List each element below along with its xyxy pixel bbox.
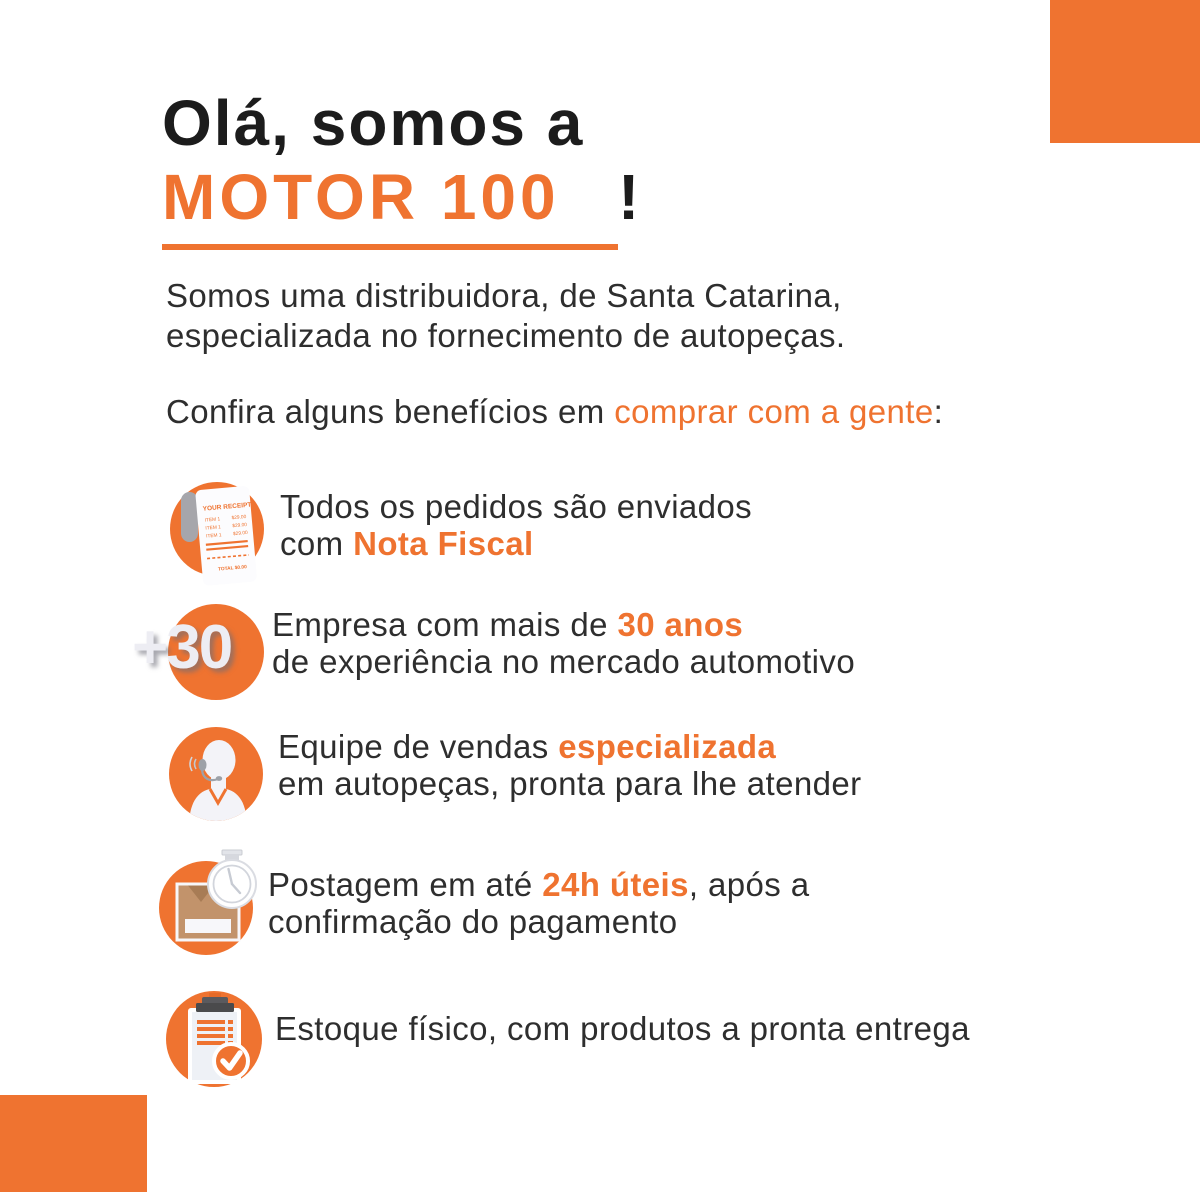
svg-text:$29.00: $29.00 <box>231 515 247 522</box>
benefit-text-postagem: Postagem em até 24h úteis, após a confirmação do pagamento <box>268 866 810 940</box>
intro-paragraph <box>166 276 845 356</box>
intro-line-1: Somos uma distribuidora, de Santa Catarina, <box>166 277 842 314</box>
intro-line-2: especializada no fornecimento de autopeças. <box>166 317 846 354</box>
benefit-text-estoque: Estoque físico, com produtos a pronta entrega <box>275 1010 970 1047</box>
cta-suffix: : <box>933 393 944 430</box>
svg-text:ITEM 1: ITEM 1 <box>205 533 222 540</box>
svg-text:ITEM 1: ITEM 1 <box>205 525 222 532</box>
greeting-line: Olá, somos a <box>162 87 585 159</box>
package-stopwatch-icon <box>152 842 264 960</box>
benefit-text-equipe: Equipe de vendas especializada em autopeças, pronta para lhe atender <box>278 728 862 802</box>
brand-line <box>162 160 641 250</box>
plus-30-badge <box>132 604 264 700</box>
svg-text:TOTAL $0.00: TOTAL $0.00 <box>217 565 248 573</box>
exclamation-mark: ! <box>618 161 642 233</box>
page-title <box>162 86 641 250</box>
svg-text:$29.00: $29.00 <box>232 522 248 530</box>
svg-text:$29.00: $29.00 <box>232 530 248 538</box>
corner-accent-bottom-left <box>0 1095 147 1192</box>
receipt-icon <box>166 476 268 594</box>
benefit-text-nota-fiscal: Todos os pedidos são enviados com Nota Fiscal <box>280 488 753 562</box>
cta-line <box>166 392 943 432</box>
plus-30-text: +30 <box>132 613 232 682</box>
svg-text:YOUR RECEIPT: YOUR RECEIPT <box>202 501 252 513</box>
clipboard-check-icon <box>162 984 270 1098</box>
svg-text:ITEM 1: ITEM 1 <box>204 517 221 524</box>
support-agent-icon <box>166 724 266 824</box>
brand-name-underlined: MOTOR 100 <box>162 160 618 250</box>
corner-accent-top-right <box>1050 0 1200 143</box>
cta-prefix: Confira alguns benefícios em <box>166 393 615 430</box>
cta-highlight: comprar com a gente <box>614 393 934 430</box>
benefit-text-30-anos: Empresa com mais de 30 anos de experiência no mercado automotivo <box>272 606 856 680</box>
